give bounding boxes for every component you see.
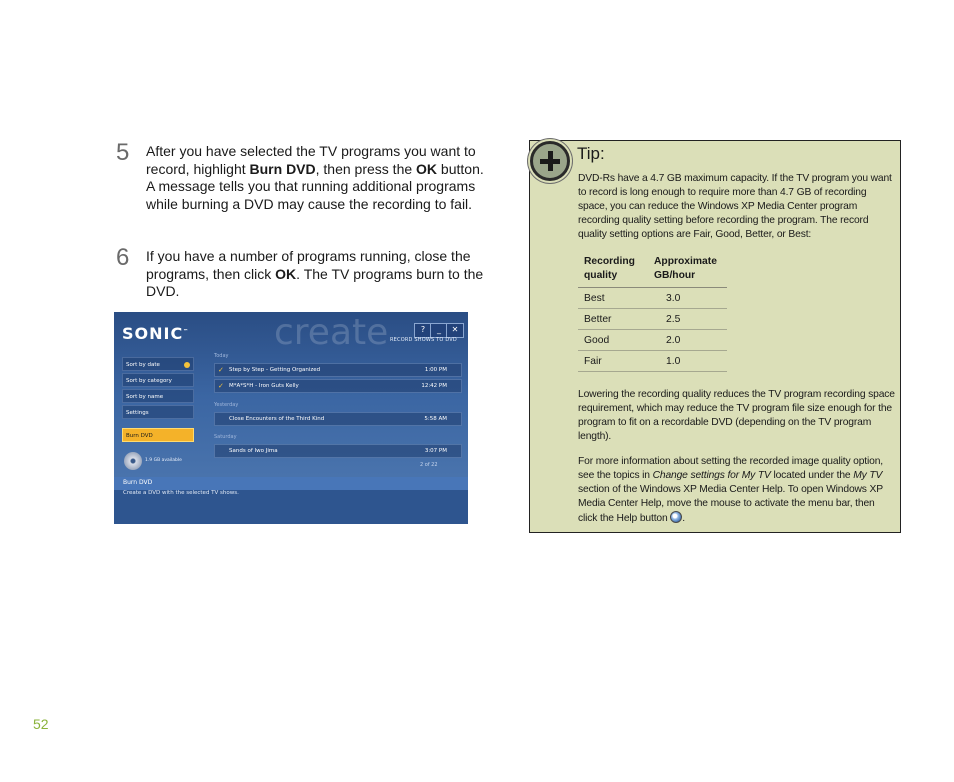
sort-by-category-button[interactable]: Sort by category [122,373,194,387]
tip-paragraph [578,455,896,526]
gb-cell: 2.5 [648,309,727,330]
settings-button[interactable]: Settings [122,405,194,419]
program-row[interactable] [214,363,462,377]
step-text-part: , then press the [315,160,417,177]
logo-tm: ™ [183,328,190,335]
step-text-part: If you have a number of programs running, close the programs, then click [146,248,471,282]
program-row[interactable] [214,379,462,393]
status-description: Create a DVD with the selected TV shows. [123,490,239,496]
step-bold-burn-dvd: Burn DVD [249,160,316,177]
quality-cell: Better [578,309,648,330]
page-number: 52 [33,716,49,732]
sort-by-name-button[interactable]: Sort by name [122,389,194,403]
selected-dot-icon [184,362,190,368]
sort-label: Sort by date [126,362,160,368]
gb-cell: 3.0 [648,288,727,309]
section-saturday: Saturday [214,434,237,440]
step-text-part: After you have selected the TV programs you want to record, highlight [146,143,476,177]
step-bold-ok: OK [275,265,297,282]
step-text [146,143,486,213]
gb-cell: 2.0 [648,330,727,351]
section-today: Today [214,353,229,359]
quality-cell: Best [578,288,648,309]
step-text-part: . The TV programs burn to the DVD. [146,265,484,300]
plus-icon [530,141,570,181]
column-header: Approximate GB/hour [648,255,727,288]
tip-box [529,140,901,533]
sonic-logo [122,324,189,343]
step-text-part: button. A message tells you that running additional programs while burning a DVD may cause the recording to fail. [146,160,484,212]
help-icon [670,511,682,523]
minimize-window-button[interactable]: _ [430,323,448,338]
program-time: 12:42 PM [421,383,447,389]
tip-paragraph: Lowering the recording quality reduces the TV program recording space requirement, which may reduce the TV program file size enough for the program to fit on a recordable DVD (depending on the TV program length). [578,389,895,443]
step-bold-ok: OK [416,160,438,177]
program-time: 1:00 PM [424,367,447,373]
gb-cell: 1.0 [648,351,727,372]
logo-text: SONIC [122,324,184,343]
tip-italic-topic: Change settings for My TV [652,470,771,482]
recording-quality-table [578,255,727,372]
table-row [578,288,727,309]
status-title: Burn DVD [123,479,153,486]
step-number: 6 [116,244,130,271]
tip-text-part: . [682,513,686,525]
disc-available-text: 1.9 GB available [145,458,182,463]
checkmark-icon: ✓ [218,382,224,390]
table-row [578,330,727,351]
dvd-disc-icon [124,452,142,470]
tip-paragraph: DVD-Rs have a 4.7 GB maximum capacity. If the TV program you want to record is long enough to require more than 4.7 GB of recording space, you can reduce the Windows XP Media Center program recording quality setting before recording the program. The record quality setting options are Fair, Good, Better, or Best: [578,173,892,241]
record-shows-subtitle: RECORD SHOWS TO DVD [390,337,457,343]
program-name: Sands of Iwo Jima [229,448,278,454]
program-row[interactable] [214,444,462,458]
tip-text-part: section of the Windows XP Media Center Help. To open Windows XP Media Center Help, move the mouse to activate the menu bar, then click the Help button [578,484,883,525]
help-window-button[interactable]: ? [414,323,432,338]
step-text [146,248,486,301]
program-name: Step by Step - Getting Organized [229,367,321,373]
section-yesterday: Yesterday [214,402,239,408]
tip-text-part: located under the [770,470,854,482]
close-window-button[interactable]: ✕ [446,323,464,338]
program-time: 5:58 AM [424,416,447,422]
quality-cell: Fair [578,351,648,372]
burn-dvd-button[interactable]: Burn DVD [122,428,194,442]
tip-title: Tip: [577,144,605,163]
sort-by-date-button[interactable] [122,357,194,371]
quality-cell: Good [578,330,648,351]
program-time: 3:07 PM [424,448,447,454]
checkmark-icon: ✓ [218,366,224,374]
media-center-screenshot [114,312,468,524]
table-row [578,351,727,372]
pager: 2 of 22 [420,462,438,468]
column-header: Recording quality [578,255,648,288]
program-name: Close Encounters of the Third Kind [229,416,325,422]
program-name: M*A*S*H - Iron Guts Kelly [229,383,299,389]
step-number: 5 [116,139,130,166]
table-row [578,309,727,330]
program-row[interactable] [214,412,462,426]
table-header-row [578,255,727,288]
watermark: create [274,312,389,353]
tip-text-part: For more information about setting the recorded image quality option, see the topics in [578,456,884,482]
tip-italic-section: My TV [853,470,883,482]
status-bar-highlight [114,477,468,490]
